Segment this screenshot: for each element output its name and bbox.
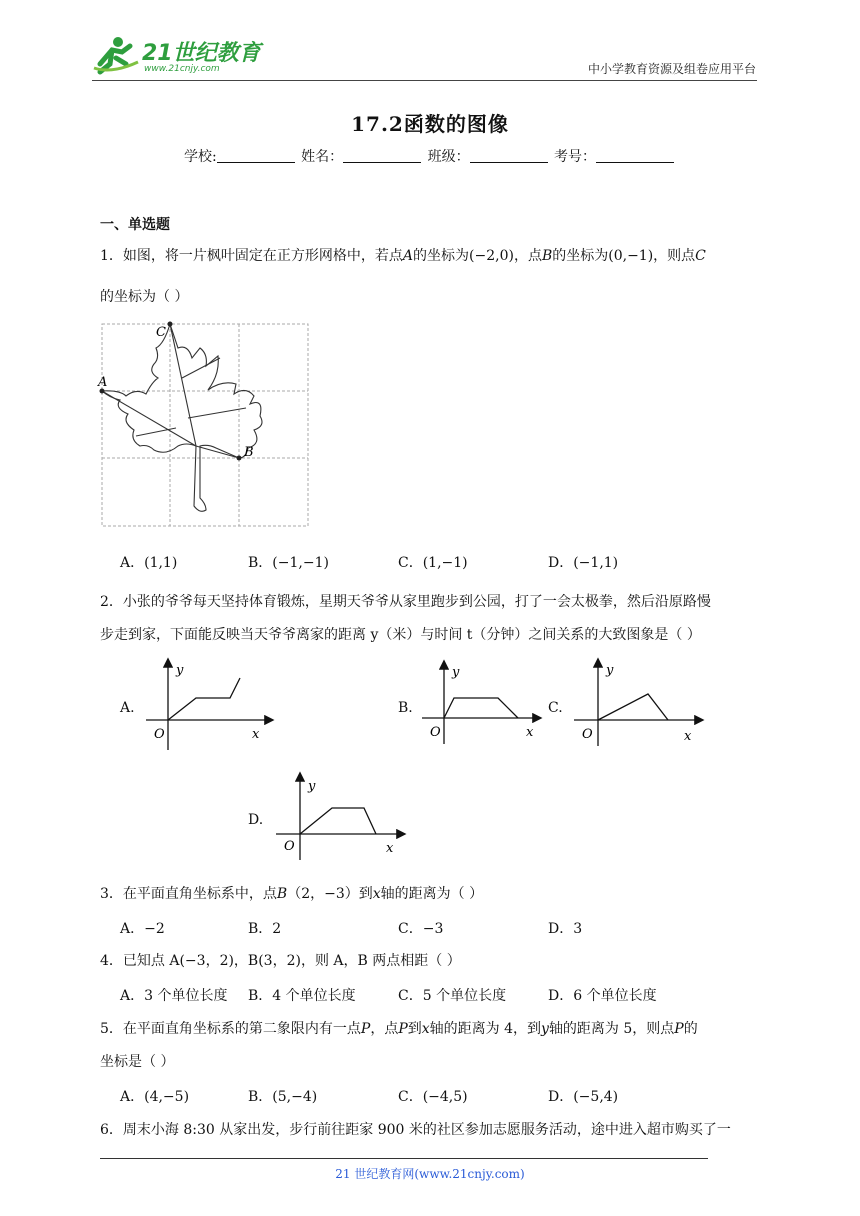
svg-text:O: O — [154, 727, 165, 742]
q3-option-a[interactable]: A．−2 — [120, 921, 165, 937]
svg-text:x: x — [684, 729, 692, 744]
header-divider — [92, 80, 757, 81]
question-4: 4．已知点 A(−3，2)，B(3，2)，则 A，B 两点相距（ ） — [100, 953, 461, 969]
exam-number-blank[interactable] — [596, 148, 674, 163]
q4-option-b[interactable]: B．4 个单位长度 — [248, 988, 356, 1004]
q1-option-a[interactable]: A．(1,1) — [120, 555, 178, 571]
footer-divider — [100, 1158, 708, 1159]
q5-option-a[interactable]: A．(4,−5) — [120, 1089, 190, 1105]
graph-b[interactable] — [416, 656, 546, 746]
q2-option-b-label[interactable]: B. — [398, 700, 413, 716]
svg-text:y: y — [452, 665, 460, 680]
question-1-line-2: 的坐标为（ ） — [100, 289, 189, 305]
svg-text:y: y — [308, 779, 316, 794]
school-blank[interactable] — [217, 148, 295, 163]
graph-d[interactable] — [272, 770, 408, 862]
question-5-line-2: 坐标是（ ） — [100, 1054, 175, 1070]
label-c: C — [156, 325, 166, 340]
label-b: B — [244, 445, 254, 460]
question-5-line-1: 5．在平面直角坐标系的第二象限内有一点P，点P到x轴的距离为 4，到y轴的距离为 5，则点P的 — [100, 1021, 698, 1037]
q4-option-a[interactable]: A．3 个单位长度 — [120, 988, 228, 1004]
q1-option-d[interactable]: D．(−1,1) — [548, 555, 619, 571]
student-info — [0, 146, 860, 166]
svg-text:y: y — [176, 663, 184, 678]
logo — [92, 34, 262, 78]
q4-option-d[interactable]: D．6 个单位长度 — [548, 988, 657, 1004]
point-c-icon — [168, 322, 173, 327]
question-6-line-1: 6．周末小海 8:30 从家出发，步行前往距家 900 米的社区参加志愿服务活动，途中进入超市购买了一 — [100, 1122, 731, 1138]
exam-number-label: 考号： — [554, 149, 597, 165]
q1-option-c[interactable]: C．(1,−1) — [398, 555, 468, 571]
platform-name: 中小学教育资源及组卷应用平台 — [587, 62, 756, 76]
name-blank[interactable] — [343, 148, 421, 163]
svg-text:x: x — [526, 725, 534, 740]
q1-option-b[interactable]: B．(−1,−1) — [248, 555, 329, 571]
logo-url: www.21cnjy.com — [144, 64, 220, 74]
q4-option-c[interactable]: C．5 个单位长度 — [398, 988, 507, 1004]
name-label: 姓名： — [301, 149, 344, 165]
q2-option-a-label[interactable]: A. — [120, 700, 135, 716]
leaf-outline — [102, 324, 262, 511]
q3-option-b[interactable]: B．2 — [248, 921, 282, 937]
q2-option-c-label[interactable]: C. — [548, 700, 563, 716]
q2-option-d-label[interactable]: D. — [248, 812, 264, 828]
svg-text:O: O — [582, 727, 593, 742]
q3-option-c[interactable]: C．−3 — [398, 921, 444, 937]
q5-option-c[interactable]: C．(−4,5) — [398, 1089, 468, 1105]
class-blank[interactable] — [470, 148, 548, 163]
graph-a[interactable] — [140, 656, 280, 752]
label-a: A — [98, 375, 108, 390]
class-label: 班级： — [427, 149, 470, 165]
footer-link[interactable]: 21 世纪教育网(www.21cnjy.com) — [335, 1167, 525, 1181]
question-2-line-1: 2．小张的爷爷每天坚持体育锻炼，星期天爷爷从家里跑步到公园，打了一会太极拳，然后沿原路慢 — [100, 594, 711, 610]
q3-option-d[interactable]: D．3 — [548, 921, 583, 937]
svg-text:O: O — [284, 839, 295, 854]
point-b-icon — [237, 456, 242, 461]
logo-text: 21世纪教育 — [142, 41, 261, 66]
graph-c[interactable] — [570, 656, 706, 748]
q5-option-b[interactable]: B．(5,−4) — [248, 1089, 318, 1105]
question-3: 3．在平面直角坐标系中，点B（2，−3）到x轴的距离为（ ） — [100, 886, 484, 902]
page-title: 17.2函数的图像 — [351, 112, 509, 136]
question-1-line-1: 1．如图，将一片枫叶固定在正方形网格中，若点A的坐标为(−2,0)，点B的坐标为(0,−1)，则点C — [100, 248, 706, 264]
school-label: 学校: — [183, 149, 217, 165]
q5-option-d[interactable]: D．(−5,4) — [548, 1089, 619, 1105]
svg-text:x: x — [252, 727, 260, 742]
svg-text:O: O — [430, 725, 441, 740]
svg-text:y: y — [606, 663, 614, 678]
question-2-line-2: 步走到家，下面能反映当天爷爷离家的距离 y（米）与时间 t（分钟）之间关系的大致图象是（ ） — [100, 627, 701, 643]
section-title: 一、单选题 — [100, 217, 170, 233]
maple-leaf-figure — [96, 318, 316, 532]
svg-text:x: x — [386, 841, 394, 856]
